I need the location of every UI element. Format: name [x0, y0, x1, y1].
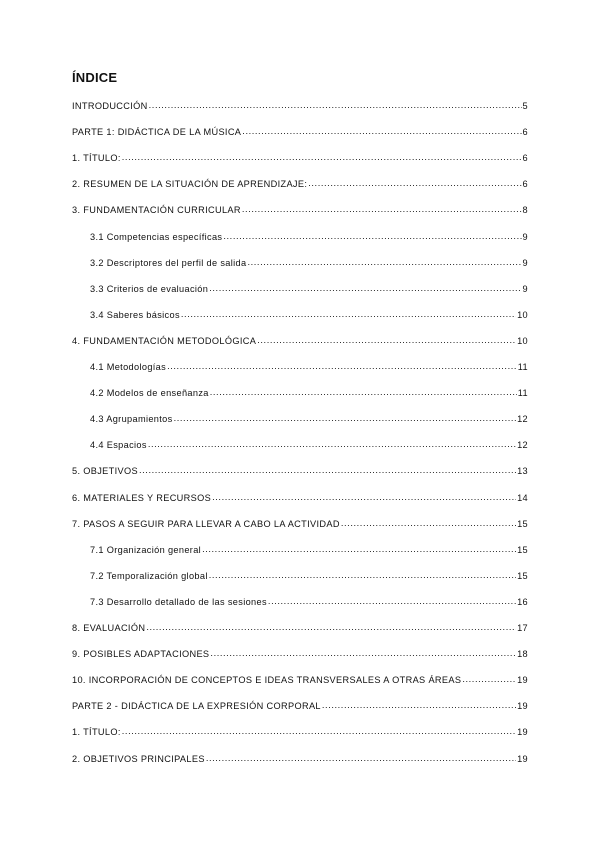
toc-entry-page-number: 6 [522, 179, 528, 190]
toc-entry-label: 3.2 Descriptores del perfil de salida [90, 257, 247, 268]
toc-entry-page-number: 6 [522, 153, 528, 164]
toc-entry[interactable] [72, 335, 528, 347]
toc-leader-dots [146, 621, 516, 633]
toc-leader-dots [341, 517, 516, 529]
toc-entry-label: 7. PASOS A SEGUIR PARA LLEVAR A CABO LA ACTIVIDAD [72, 518, 340, 529]
toc-entry-page-number: 9 [522, 283, 528, 294]
toc-entry[interactable] [72, 126, 528, 138]
toc-leader-dots [268, 595, 516, 607]
toc-entry[interactable] [90, 257, 528, 269]
toc-entry-label: 6. MATERIALES Y RECURSOS [72, 492, 212, 503]
toc-entry-page-number: 19 [517, 701, 528, 712]
toc-entry[interactable] [90, 413, 528, 425]
toc-entry[interactable] [90, 596, 528, 608]
toc-entry-label: 3.1 Competencias específicas [90, 231, 223, 242]
toc-leader-dots [139, 464, 516, 476]
toc-entry-label: 4.2 Modelos de enseñanza [90, 388, 209, 399]
toc-entry-page-number: 8 [522, 205, 528, 216]
toc-entry[interactable] [72, 700, 528, 712]
toc-leader-dots [148, 438, 516, 450]
toc-entry-page-number: 15 [517, 570, 528, 581]
toc-entry[interactable] [72, 204, 528, 216]
toc-entry-page-number: 9 [522, 231, 528, 242]
toc-entry-label: 10. INCORPORACIÓN DE CONCEPTOS E IDEAS TRANSVERSALES A OTRAS ÁREAS [72, 675, 462, 686]
toc-entry-page-number: 12 [517, 440, 528, 451]
toc-entry[interactable] [90, 283, 528, 295]
toc-entry-label: 1. TÍTULO: [72, 153, 121, 164]
toc-entry-label: 8. EVALUACIÓN [72, 623, 146, 633]
toc-entry[interactable] [72, 465, 528, 477]
toc-entry-label: 5. OBJETIVOS [72, 466, 138, 477]
toc-entry-label: 4.4 Espacios [90, 440, 147, 451]
toc-entry-page-number: 16 [517, 596, 528, 607]
toc-leader-dots [209, 282, 521, 294]
toc-entry-label: 4.1 Metodologías [90, 362, 167, 372]
toc-leader-dots [247, 256, 521, 268]
toc-entry-label: PARTE 1: DIDÁCTICA DE LA MÚSICA [72, 127, 242, 138]
toc-entry-label: PARTE 2 - DIDÁCTICA DE LA EXPRESIÓN CORPORAL [72, 701, 321, 712]
toc-entry[interactable] [72, 753, 528, 765]
toc-entry-page-number: 12 [517, 414, 528, 425]
toc-entry[interactable] [90, 387, 528, 399]
toc-entry-page-number: 19 [517, 727, 528, 738]
toc-entry-page-number: 10 [517, 335, 528, 346]
toc-title: ÍNDICE [72, 70, 118, 85]
toc-entry-label: 2. OBJETIVOS PRINCIPALES [72, 753, 205, 764]
toc-entry[interactable] [90, 544, 528, 556]
toc-entry-label: 3.3 Criterios de evaluación [90, 283, 209, 294]
toc-entry[interactable] [90, 231, 528, 243]
toc-entry[interactable] [72, 178, 528, 190]
toc-entry-page-number: 19 [517, 675, 528, 686]
toc-leader-dots [202, 543, 516, 555]
toc-entry[interactable] [72, 648, 528, 660]
toc-entry-label: 7.2 Temporalización global [90, 570, 208, 581]
toc-entry-label: INTRODUCCIÓN [72, 101, 148, 111]
toc-entry-page-number: 9 [522, 257, 528, 268]
toc-entry-page-number: 17 [517, 623, 528, 633]
toc-entry-page-number: 15 [517, 518, 528, 529]
toc-entry[interactable] [90, 361, 528, 373]
toc-entry-page-number: 10 [517, 309, 528, 320]
toc-leader-dots [122, 725, 516, 737]
toc-entry[interactable] [72, 674, 528, 686]
toc-entry-page-number: 11 [517, 388, 528, 399]
toc-entry-label: 2. RESUMEN DE LA SITUACIÓN DE APRENDIZAJE: [72, 179, 308, 190]
toc-entry[interactable] [72, 726, 528, 738]
toc-leader-dots [242, 203, 522, 215]
toc-entry[interactable] [72, 492, 528, 504]
toc-entry-label: 4. FUNDAMENTACIÓN METODOLÓGICA [72, 335, 257, 346]
toc-entry-label: 3.4 Saberes básicos [90, 309, 180, 320]
toc-entry-label: 3. FUNDAMENTACIÓN CURRICULAR [72, 205, 241, 216]
toc-leader-dots [206, 752, 516, 764]
toc-leader-dots [257, 334, 516, 346]
toc-entry-page-number: 14 [517, 492, 528, 503]
toc-entry-label: 4.3 Agrupamientos [90, 414, 173, 425]
toc-leader-dots [122, 151, 522, 163]
toc-entry-page-number: 5 [522, 101, 528, 111]
toc-entry[interactable] [90, 309, 528, 321]
toc-entry[interactable] [72, 622, 528, 634]
toc-leader-dots [223, 230, 521, 242]
toc-entry-label: 1. TÍTULO: [72, 727, 121, 738]
toc-leader-dots [181, 308, 516, 320]
toc-entry-page-number: 6 [522, 127, 528, 138]
toc-leader-dots [167, 360, 517, 372]
toc-leader-dots [210, 386, 517, 398]
toc-leader-dots [174, 412, 517, 424]
toc-entry-label: 7.3 Desarrollo detallado de las sesiones [90, 596, 267, 607]
toc-leader-dots [242, 125, 521, 137]
toc-leader-dots [308, 177, 521, 189]
toc-leader-dots [210, 647, 516, 659]
toc-entry-page-number: 13 [517, 466, 528, 477]
toc-entry-page-number: 18 [517, 649, 528, 660]
toc-entry[interactable] [72, 100, 528, 112]
toc-entry[interactable] [72, 152, 528, 164]
toc-leader-dots [149, 99, 522, 111]
toc-entry-page-number: 11 [517, 362, 528, 372]
toc-entry-page-number: 19 [517, 753, 528, 764]
toc-entry-label: 9. POSIBLES ADAPTACIONES [72, 649, 210, 660]
toc-entry-page-number: 15 [517, 544, 528, 555]
toc-leader-dots [322, 699, 516, 711]
toc-entry[interactable] [90, 570, 528, 582]
toc-leader-dots [209, 569, 516, 581]
toc-leader-dots [212, 491, 516, 503]
toc-leader-dots [462, 673, 516, 685]
toc-entry-label: 7.1 Organización general [90, 544, 202, 555]
toc-entry[interactable] [90, 439, 528, 451]
toc-entry[interactable] [72, 518, 528, 530]
